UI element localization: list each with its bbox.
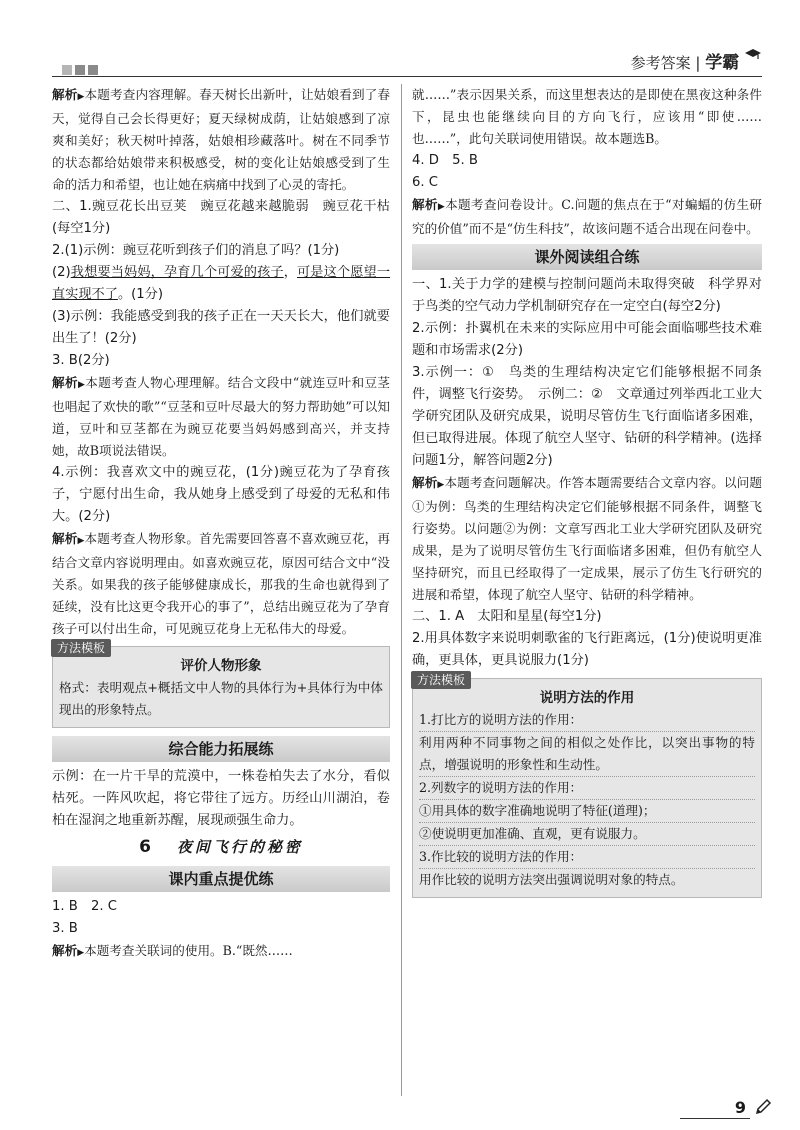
triangle-icon: ▶ bbox=[437, 202, 446, 212]
section-heading: 课外阅读组合练 bbox=[412, 244, 762, 270]
header-brand: 学霸 bbox=[705, 53, 740, 73]
answer-kw-2: 2.示例：扑翼机在未来的实际应用中可能会面临哪些技术难题和市场需求(2分) bbox=[412, 321, 762, 358]
method-template-box bbox=[412, 673, 762, 898]
analysis-label: 解析 bbox=[52, 943, 78, 958]
method-line: ①用具体的数字准确地说明了特征(道理)； bbox=[419, 800, 755, 823]
footer-rule bbox=[680, 1118, 750, 1119]
answer-mid: ， bbox=[283, 265, 297, 280]
answer-2-2-1: 2.(1)示例：豌豆花听到孩子们的消息了吗？(1分) bbox=[52, 243, 340, 258]
header-separator: | bbox=[695, 54, 701, 72]
answer-kw-3: 3.示例一：① 鸟类的生理结构决定它们能够根据不同条件，调整飞行姿势。 示例二：② 文章通过列举西北工业大学研究团队及研究成果，说明尽管仿生飞行面临诸多困难，但已取得进展。体现了航空人坚守、钻研的科学精神。(选择问题1分，解答问题2分) bbox=[412, 365, 762, 468]
section-heading: 课内重点提优练 bbox=[52, 866, 390, 892]
analysis-block bbox=[52, 84, 390, 196]
underlined-text: 我想要当妈妈，孕育几个可爱的孩子 bbox=[70, 265, 284, 280]
chapter-title: 夜间飞行的秘密 bbox=[176, 838, 303, 856]
method-line: 2.列数字的说明方法的作用： bbox=[419, 777, 755, 800]
chapter-number: 6 bbox=[139, 837, 151, 857]
analysis-label: 解析 bbox=[412, 475, 438, 490]
header-title bbox=[631, 48, 762, 73]
graduation-cap-icon bbox=[744, 48, 762, 62]
method-line: ②使说明更加准确、直观，更有说服力。 bbox=[419, 823, 755, 846]
triangle-icon: ▶ bbox=[77, 536, 85, 546]
method-template-title: 评价人物形象 bbox=[180, 658, 262, 674]
method-template-text: 格式：表明观点+概括文中人物的具体行为+具体行为中体现出的形象特点。 bbox=[59, 680, 383, 717]
analysis-block bbox=[52, 940, 390, 964]
method-line: 3.作比较的说明方法的作用： bbox=[419, 846, 755, 869]
analysis-continuation: 就……”表示因果关系，而这里想表达的是即使在黑夜这种条件下，昆虫也能继续向目的方向飞行，应该用“即使……也……”，此句关联词使用错误。故本题选B。 bbox=[412, 87, 762, 146]
answer-6: 6. C bbox=[412, 175, 438, 190]
triangle-icon: ▶ bbox=[77, 380, 86, 390]
answer-1-2: 1. B 2. C bbox=[52, 899, 117, 914]
analysis-block bbox=[52, 528, 390, 640]
underlined-text: 可是这个愿望一直实现不了 bbox=[52, 265, 391, 302]
answer-prefix: (2) bbox=[52, 265, 71, 280]
chapter-heading bbox=[52, 832, 390, 862]
answer-r2-1: 二、1. A 太阳和星星(每空1分) bbox=[412, 609, 602, 624]
method-template-tag: 方法模板 bbox=[51, 639, 111, 657]
section-heading: 综合能力拓展练 bbox=[52, 736, 390, 762]
extension-answer: 示例：在一片干旱的荒漠中，一株卷柏失去了水分，看似枯死。一阵风吹起，将它带往了远方。历经山川湖泊，卷柏在湿润之地重新苏醒，展现顽强生命力。 bbox=[52, 769, 390, 828]
method-line: 利用两种不同事物之间的相似之处作比，以突出事物的特点，增强说明的形象性和生动性。 bbox=[419, 732, 755, 777]
answer-3: 3. B bbox=[52, 921, 78, 936]
analysis-text: 本题考查人物心理理解。结合文段中“就连豆叶和豆茎也唱起了欢快的歌”“豆茎和豆叶尽最大的努力帮助她”可以知道，豆叶和豆茎都在为豌豆花要当妈妈感到高兴，并支持她，故B项说法错误。 bbox=[52, 375, 391, 458]
method-line: 1.打比方的说明方法的作用： bbox=[419, 709, 755, 732]
answer-2-2-3: (3)示例：我能感受到我的孩子正在一天天长大，他们就要出生了！(2分) bbox=[52, 309, 390, 346]
analysis-block bbox=[412, 472, 762, 606]
analysis-text: 本题考查内容理解。春天树长出新叶，让姑娘看到了春天，觉得自己会长得更好；夏天绿树成荫，让姑娘感到了凉爽和美好；秋天树叶掉落，姑娘相珍藏落叶。树在不同季节的状态都给姑娘带来积极感受，树的变化让姑娘感受到了生命的活力和希望，也让她在病痛中找到了心灵的寄托。 bbox=[52, 87, 391, 192]
method-template-title: 说明方法的作用 bbox=[539, 690, 635, 706]
analysis-label: 解析 bbox=[52, 375, 78, 390]
answer-r2-2: 2.用具体数字来说明刺歌雀的飞行距离远，(1分)使说明更准确，更具体，更具说服力(1分) bbox=[412, 631, 762, 668]
answer-suffix: 。(1分) bbox=[117, 287, 163, 302]
analysis-text: 本题考查问题解决。作答本题需要结合文章内容。以问题①为例：鸟类的生理结构决定它们能够根据不同条件，调整飞行姿势。以问题②为例：文章写西北工业大学研究团队及研究成果，是为了说明尽管仿生飞行面临诸多困难，但仍有航空人坚持研究，而且已经取得了一定成果，展示了仿生飞行研究的进展和希望，体现了航空人坚守、钻研的科学精神。 bbox=[412, 475, 763, 602]
answer-2-1: 二、1.豌豆花长出豆荚 豌豆花越来越脆弱 豌豆花干枯(每空1分) bbox=[52, 199, 390, 236]
answer-kw-1: 一、1.关于力学的建模与控制问题尚未取得突破 科学界对于鸟类的空气动力学机制研究存在一定空白(每空2分) bbox=[412, 277, 762, 314]
analysis-label: 解析 bbox=[52, 531, 78, 546]
analysis-block bbox=[412, 194, 762, 240]
triangle-icon: ▶ bbox=[437, 480, 445, 490]
pencil-icon bbox=[754, 1098, 772, 1116]
method-template-box bbox=[52, 641, 390, 728]
right-column bbox=[412, 84, 762, 906]
analysis-label: 解析 bbox=[412, 197, 438, 212]
analysis-text: 本题考查关联词的使用。B.“既然…… bbox=[84, 943, 293, 958]
column-divider bbox=[401, 84, 402, 1096]
answer-4-5: 4. D 5. B bbox=[412, 153, 478, 168]
answer-2-3: 3. B(2分) bbox=[52, 353, 110, 368]
method-template-tag: 方法模板 bbox=[411, 671, 471, 689]
method-line: 用作比较的说明方法突出强调说明对象的特点。 bbox=[419, 872, 684, 887]
analysis-label: 解析 bbox=[52, 87, 78, 102]
analysis-text: 本题考查问卷设计。C.问题的焦点在于“对蝙蝠的仿生研究的价值”而不是“仿生科技”，故该问题不适合出现在问卷中。 bbox=[412, 197, 763, 236]
analysis-block bbox=[52, 372, 390, 462]
triangle-icon: ▶ bbox=[77, 92, 85, 102]
triangle-icon: ▶ bbox=[77, 948, 85, 958]
header-label: 参考答案 bbox=[630, 54, 691, 72]
page-number: 9 bbox=[734, 1098, 746, 1117]
analysis-text: 本题考查人物形象。首先需要回答喜不喜欢豌豆花，再结合文章内容说明理由。如喜欢豌豆花，原因可结合文中“没关系。如果我的孩子能够健康成长，那我的生命也就得到了延续，没有比这更令我开心的事了”，总结出豌豆花为了孕育孩子可以付出生命，可见豌豆花身上无私伟大的母爱。 bbox=[52, 531, 391, 636]
answer-2-4: 4.示例：我喜欢文中的豌豆花，(1分)豌豆花为了孕育孩子，宁愿付出生命，我从她身上感受到了母爱的无私和伟大。(2分) bbox=[52, 465, 390, 524]
left-column bbox=[52, 84, 390, 964]
answer-2-2-2 bbox=[52, 262, 390, 306]
header-rule bbox=[52, 76, 762, 77]
